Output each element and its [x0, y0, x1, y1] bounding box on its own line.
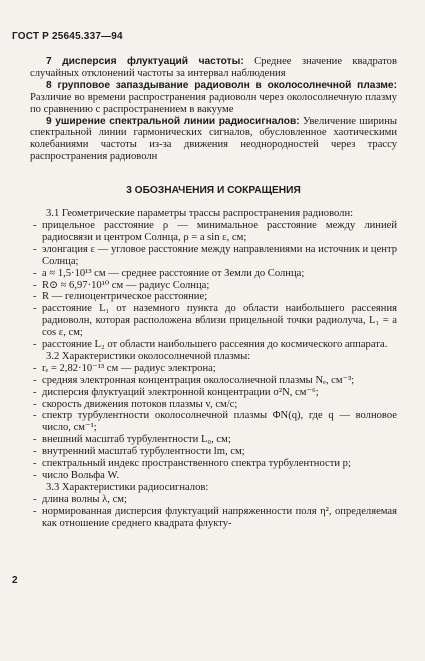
definition-term: 9 уширение спектральной линии радиосигналов:	[46, 115, 300, 127]
definition-text: Среднее значение квадратов случайных отклонений частоты за интервал наблюдения	[30, 56, 397, 79]
definition-term: 8 групповое запаздывание радиоволн в околосолнечной плазме:	[46, 79, 397, 91]
definition-9	[30, 116, 397, 164]
list-item: - спектральный индекс пространственного спектра турбулентности p;	[30, 458, 397, 470]
list-item: - rₑ = 2,82·10⁻¹³ см — радиус электрона;	[30, 363, 397, 375]
list-item: - дисперсия флуктуаций электронной концентрации σ²N, см⁻⁶;	[30, 387, 397, 399]
list-item: - число Вольфа W.	[30, 470, 397, 482]
list-item: - R⊙ ≈ 6,97·10¹⁰ см — радиус Солнца;	[30, 280, 397, 292]
page-number: 2	[12, 575, 18, 586]
subsection-heading: 3.2 Характеристики околосолнечной плазмы:	[46, 350, 251, 362]
list-item: - расстояние L₂ от области наибольшего рассеяния до космического аппарата.	[30, 339, 397, 351]
list-item: - внутренний масштаб турбулентности lm, см;	[30, 446, 397, 458]
list-item: - внешний масштаб турбулентности L₀, см;	[30, 434, 397, 446]
definition-7	[30, 56, 397, 80]
definition-text: Различие во времени распространения радиоволн через околосолнечную плазму по сравнению с распространением в вакууме	[30, 91, 397, 115]
definition-text: Увеличение ширины спектральной линии гармонических сигналов, обусловленное хаотическими колебаниями частоты из-за движения неоднородностей через трассу распространения радиоволн	[30, 115, 397, 163]
definition-8	[30, 80, 397, 116]
list-item: - a ≈ 1,5·10¹³ см — среднее расстояние от Земли до Солнца;	[30, 268, 397, 280]
list-item: - прицельное расстояние ρ — минимальное расстояние между линией радиосвязи и центром Солнца, ρ = a sin ε, см;	[30, 220, 397, 244]
list-item: - R — гелиоцентрическое расстояние;	[30, 291, 397, 303]
list-item: - нормированная дисперсия флуктуаций напряженности поля η², определяемая как отношение среднего квадрата флукту-	[30, 506, 397, 530]
list-item: - скорость движения потоков плазмы v, см/с;	[30, 399, 397, 411]
subsection-heading: 3.1 Геометрические параметры трассы распространения радиоволн:	[46, 208, 354, 220]
definition-term: 7 дисперсия флуктуаций частоты:	[46, 56, 244, 67]
list-item: - спектр турбулентности околосолнечной плазмы ΦN(q), где q — волновое число, см⁻¹;	[30, 410, 397, 434]
document-header: ГОСТ Р 25645.337—94	[12, 31, 123, 42]
document-body	[30, 56, 397, 530]
list-item: - расстояние L₁ от наземного пункта до области наибольшего рассеяния радиоволн, которая расположена вблизи прицельной точки радиолуча, L₁ = a cos ε, см;	[30, 303, 397, 339]
list-item: - элонгация ε — угловое расстояние между направлениями на источник и центр Солнца;	[30, 244, 397, 268]
subsection-list	[30, 363, 397, 482]
section-title: 3 ОБОЗНАЧЕНИЯ И СОКРАЩЕНИЯ	[126, 185, 301, 197]
subsection-heading: 3.3 Характеристики радиосигналов:	[46, 481, 209, 493]
subsection-list	[30, 494, 397, 530]
list-item: - длина волны λ, см;	[30, 494, 397, 506]
subsection-list	[30, 220, 397, 351]
list-item: - средняя электронная концентрация околосолнечной плазмы Nₑ, см⁻³;	[30, 375, 397, 387]
